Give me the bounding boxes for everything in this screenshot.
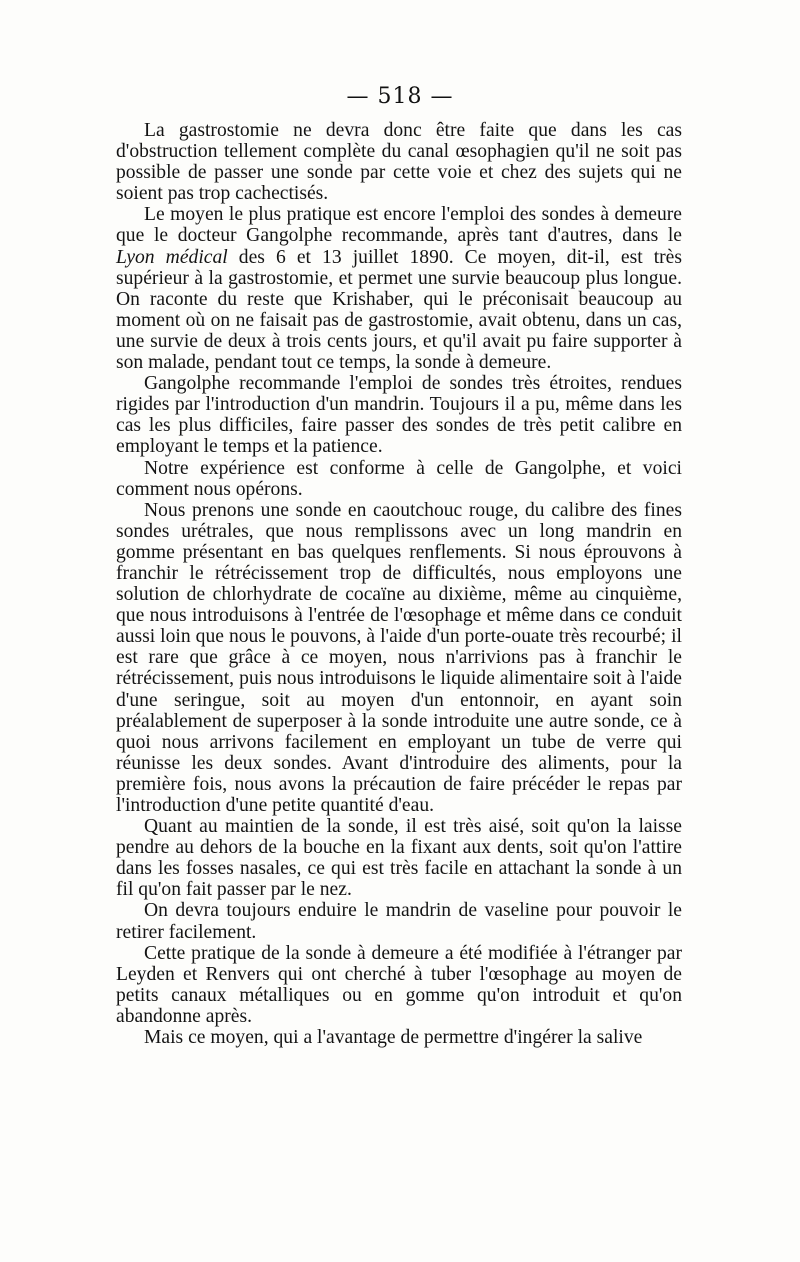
paragraph-2-part-1: Le moyen le plus pratique est encore l'emploi des sondes à demeure que le docteur Gangolphe recommande, après tant d'autres, dans le [116,204,682,247]
paragraph-8: Cette pratique de la sonde à demeure a été modifiée à l'étranger par Leyden et Renvers qui ont cherché à tuber l'œsophage au moyen de petits canaux métalliques ou en gomme qu'on introduit et qu'on abandonne après. [116,942,682,1027]
page-number: — 518 — [346,84,454,109]
journal-title: Lyon médical [116,246,228,268]
paragraph-2-part-2: des 6 et 13 juillet 1890. Ce moyen, dit-il, est très supérieur à la gastrostomie, et permet une survie beaucoup plus longue. On raconte du reste que Krishaber, qui le préconisait beaucoup au moment où on ne faisait pas de gastrostomie, avait obtenu, dans un cas, une survie de deux à trois cents jours, et qu'il avait pu faire supporter à son malade, pendant tout ce temps, la sonde à demeure. [116,246,682,374]
paragraph-3: Gangolphe recommande l'emploi de sondes très étroites, rendues rigides par l'introduction d'un mandrin. Toujours il a pu, même dans les cas les plus difficiles, faire passer des sondes de très petit calibre en employant le temps et la patience. [116,373,682,458]
paragraph-9: Mais ce moyen, qui a l'avantage de permettre d'ingérer la salive [144,1027,643,1049]
paragraph-6: Quant au maintien de la sonde, il est très aisé, soit qu'on la laisse pendre au dehors de la bouche en la fixant aux dents, soit qu'on l'attire dans les fosses nasales, ce qui est très facile en attachant la sonde à un fil qu'on fait passer par le nez. [116,816,682,901]
paragraph-7: On devra toujours enduire le mandrin de vaseline pour pouvoir le retirer facilement. [116,900,682,943]
paragraph-4: Notre expérience est conforme à celle de Gangolphe, et voici comment nous opérons. [116,457,682,500]
body-text [116,120,682,1048]
paragraph-5: Nous prenons une sonde en caoutchouc rouge, du calibre des fines sondes urétrales, que nous remplissons avec un long mandrin en gomme présentant en bas quelques renflements. Si nous éprouvons à franchir le rétrécissement trop de difficultés, nous employons une solution de chlorhydrate de cocaïne au dixième, même au cinquième, que nous introduisons à l'entrée de l'œsophage et même dans ce conduit aussi loin que nous le pouvons, à l'aide d'un porte-ouate très recourbé; il est rare que grâce à ce moyen, nous n'arrivions pas à franchir le rétrécissement, puis nous introduisons le liquide alimentaire soit à l'aide d'une seringue, soit au moyen d'un entonnoir, en ayant soin préalablement de superposer à la sonde introduite une autre sonde, ce à quoi nous arrivons facilement en employant un tube de verre qui réunisse les deux sondes. Avant d'introduire des aliments, pour la première fois, nous avons la précaution de faire précéder le repas par l'introduction d'une petite quantité d'eau. [116,499,682,816]
paragraph-2 [116,204,682,373]
paragraph-1: La gastrostomie ne devra donc être faite que dans les cas d'obstruction tellement complète du canal œsophagien qu'il ne soit pas possible de passer une sonde par cette voie et chez des sujets qui ne soient pas trop cachectisés. [116,120,682,205]
